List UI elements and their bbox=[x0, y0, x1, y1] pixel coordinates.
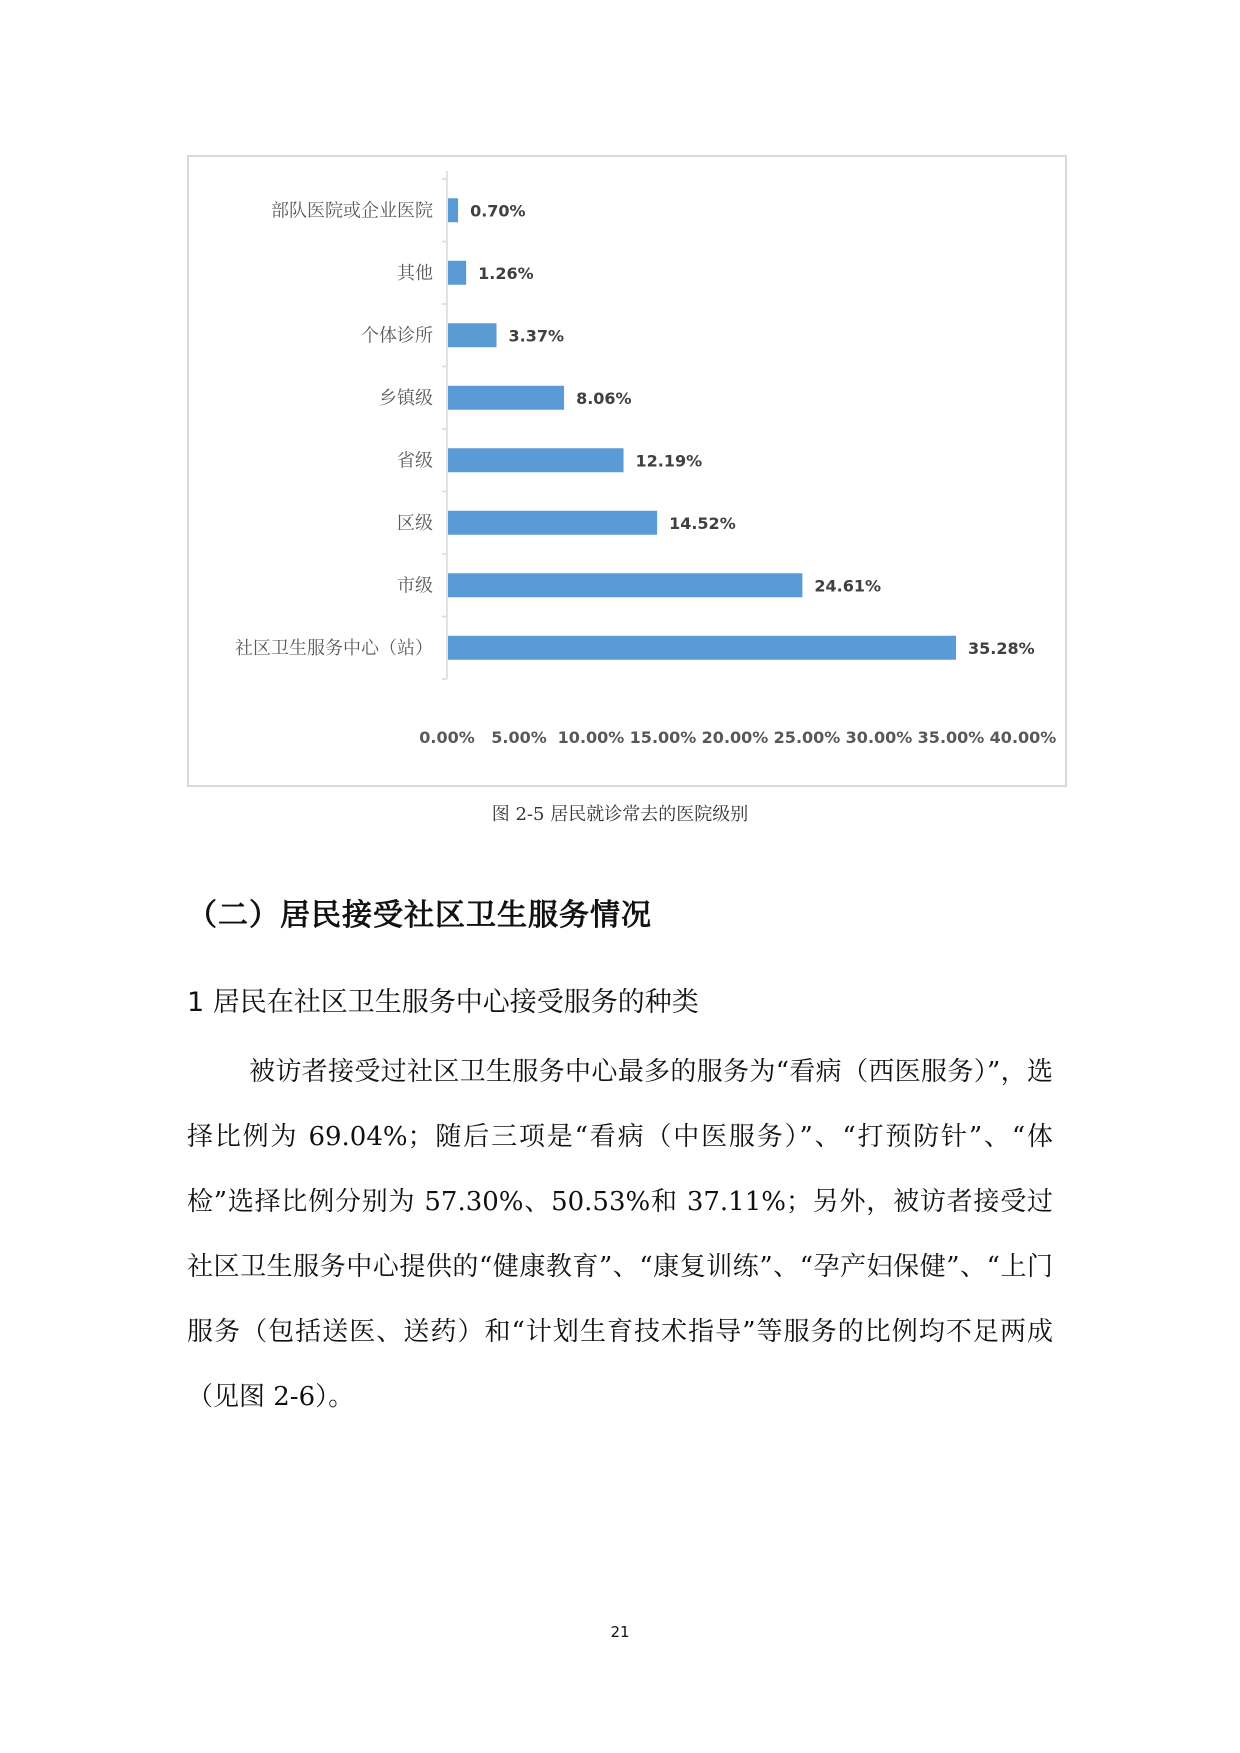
x-tick-label: 15.00% bbox=[629, 728, 697, 747]
page-number: 21 bbox=[610, 1623, 630, 1641]
category-label: 其他 bbox=[397, 262, 433, 284]
bar-chart bbox=[189, 157, 1065, 785]
bar-8 bbox=[448, 636, 956, 660]
x-tick-label: 40.00% bbox=[989, 728, 1057, 747]
data-label: 14.52% bbox=[669, 513, 736, 533]
x-tick-label: 10.00% bbox=[557, 728, 625, 747]
bar-2 bbox=[448, 261, 466, 285]
x-tick-label: 5.00% bbox=[491, 728, 547, 747]
x-tick-label: 25.00% bbox=[773, 728, 841, 747]
category-label: 省级 bbox=[397, 450, 433, 472]
data-label: 12.19% bbox=[635, 451, 703, 471]
sub-heading: 1 居民在社区卫生服务中心接受服务的种类 bbox=[187, 987, 699, 1018]
data-label: 1.26% bbox=[478, 263, 534, 283]
x-tick-label: 0.00% bbox=[419, 728, 475, 747]
category-label: 个体诊所 bbox=[361, 325, 433, 347]
category-label: 区级 bbox=[397, 512, 433, 534]
data-label: 8.06% bbox=[576, 388, 632, 408]
x-tick-label: 35.00% bbox=[917, 728, 985, 747]
data-label: 24.61% bbox=[814, 576, 882, 596]
data-label: 3.37% bbox=[508, 326, 565, 346]
x-tick-label: 30.00% bbox=[845, 728, 913, 747]
data-label: 35.28% bbox=[968, 638, 1035, 658]
bar-6 bbox=[448, 511, 657, 535]
bar-7 bbox=[448, 573, 802, 597]
bar-3 bbox=[448, 323, 497, 347]
category-label: 部队医院或企业医院 bbox=[271, 200, 433, 222]
x-tick-label: 20.00% bbox=[701, 728, 769, 747]
category-label: 乡镇级 bbox=[379, 387, 433, 409]
category-label: 社区卫生服务中心（站） bbox=[235, 637, 433, 659]
data-label: 0.70% bbox=[470, 201, 526, 221]
category-label: 市级 bbox=[397, 575, 433, 597]
bar-5 bbox=[448, 448, 624, 472]
section-heading: （二）居民接受社区卫生服务情况 bbox=[187, 898, 652, 933]
body-paragraph: 被访者接受过社区卫生服务中心最多的服务为“看病（西医服务）”，选择比例为 69.04%；随后三项是“看病（中医服务）”、“打预防针”、“体检”选择比例分别为 57.30%、50.53%和 37.11%；另外，被访者接受过社区卫生服务中心提供的“健康教育”、“康复训练”、“孕产妇保健”、“上门服务（包括送医、送药）和“计划生育技术指导”等服务的比例均不足两成（见图 2-6）。 bbox=[187, 1057, 1053, 1412]
bar-4 bbox=[448, 386, 564, 410]
chart-frame bbox=[187, 155, 1067, 787]
bar-1 bbox=[448, 198, 458, 222]
figure-caption: 图 2-5 居民就诊常去的医院级别 bbox=[491, 804, 749, 825]
